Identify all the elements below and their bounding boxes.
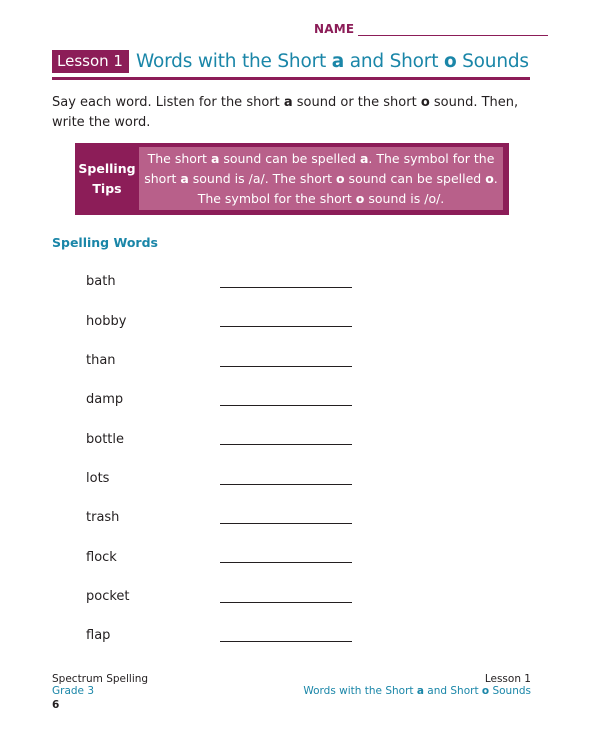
spelling-tips-text — [139, 147, 503, 210]
spelling-word: flock — [86, 550, 117, 565]
lesson-badge: Lesson 1 — [52, 50, 129, 73]
title-part: Words with the Short — [135, 51, 332, 72]
tips-label-line: Tips — [92, 181, 122, 196]
title-part: Sounds — [456, 51, 529, 72]
tips-letter: o — [335, 170, 345, 186]
page-title — [136, 51, 529, 72]
name-label: NAME — [314, 22, 355, 36]
footer-lesson-subtitle — [303, 685, 531, 697]
name-write-line[interactable] — [358, 25, 548, 36]
write-line[interactable] — [220, 287, 352, 288]
write-line[interactable] — [220, 641, 352, 642]
footer-subtitle-part: Words with the Short — [303, 685, 417, 697]
title-part: and Short — [344, 51, 444, 72]
tips-letter: a — [210, 150, 220, 166]
intro-letter-o: o — [420, 95, 430, 110]
tips-letter: o — [485, 170, 494, 186]
spelling-word: hobby — [86, 314, 127, 329]
tips-letter: a — [359, 150, 369, 166]
spelling-words-heading: Spelling Words — [52, 235, 158, 250]
write-line[interactable] — [220, 366, 352, 367]
tips-text-part: . The symbol for the short — [197, 170, 498, 206]
write-line[interactable] — [220, 405, 352, 406]
intro-text: Say each word. Listen for the short — [52, 95, 284, 110]
tips-text-part: sound is /o/. — [364, 190, 445, 206]
write-line[interactable] — [220, 602, 352, 603]
tips-letter: o — [355, 190, 365, 206]
instructions — [52, 93, 522, 133]
write-line[interactable] — [220, 484, 352, 485]
spelling-word: than — [86, 353, 116, 368]
title-letter-a: a — [331, 51, 345, 72]
intro-text: sound or the short — [292, 95, 421, 110]
tips-text-part: sound is /a/. The short — [188, 170, 336, 186]
write-line[interactable] — [220, 562, 352, 563]
tips-text-part: The short — [147, 150, 211, 166]
write-line[interactable] — [220, 523, 352, 524]
intro-letter-a: a — [283, 95, 293, 110]
footer-subtitle-part: and Short — [423, 685, 482, 697]
tips-label-line: Spelling — [78, 161, 136, 176]
tips-letter: a — [180, 170, 189, 186]
spelling-word: lots — [86, 471, 110, 486]
tips-text-part: sound can be spelled — [219, 150, 360, 166]
footer-letter-a: a — [416, 685, 424, 697]
footer-letter-o: o — [481, 685, 490, 697]
tips-text-part: sound can be spelled — [344, 170, 486, 186]
intro-text: sound. Then, write the word. — [52, 95, 519, 130]
write-line[interactable] — [220, 444, 352, 445]
spelling-word: damp — [86, 392, 124, 407]
title-letter-o: o — [443, 51, 457, 72]
tips-text-part: . The symbol for the short — [144, 150, 495, 186]
title-rule — [52, 77, 530, 80]
spelling-word: trash — [86, 510, 120, 525]
footer-subtitle-part: Sounds — [489, 685, 531, 697]
footer-lesson: Lesson 1 — [484, 673, 531, 685]
lesson-title — [52, 50, 529, 73]
spelling-word: flap — [86, 628, 111, 643]
spelling-tips-label — [75, 143, 139, 215]
name-field — [314, 22, 548, 36]
spelling-word: bottle — [86, 432, 125, 447]
footer-grade: Grade 3 — [52, 685, 95, 697]
write-line[interactable] — [220, 326, 352, 327]
spelling-word: pocket — [86, 589, 130, 604]
footer-book-title: Spectrum Spelling — [52, 673, 149, 685]
spelling-word: bath — [86, 274, 116, 289]
page-number: 6 — [52, 699, 60, 711]
